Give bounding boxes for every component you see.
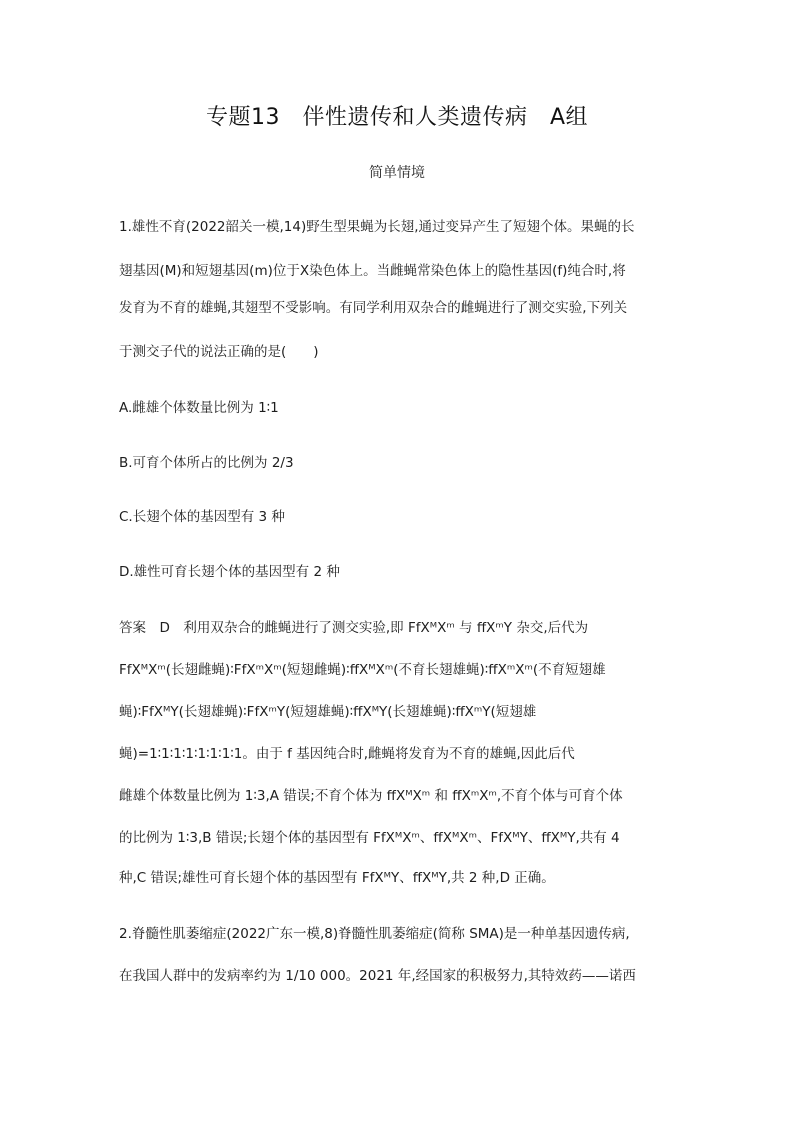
question-2-stem-line: 2.脊髓性肌萎缩症(2022广东一模,8)脊髓性肌萎缩症(简称 SMA)是一种单基因遗传病, xyxy=(119,926,630,942)
answer-line: 答案 D 利用双杂合的雌蝇进行了测交实验,即 FfXᴹXᵐ 与 ffXᵐY 杂交,后代为 xyxy=(119,620,589,636)
answer-line: 种,C 错误;雄性可育长翅个体的基因型有 FfXᴹY、ffXᴹY,共 2 种,D 正确。 xyxy=(119,870,555,886)
question-1-stem-line: 1.雄性不育(2022韶关一模,14)野生型果蝇为长翅,通过变异产生了短翅个体。果蝇的长 xyxy=(119,219,635,235)
section-subtitle: 简单情境 xyxy=(369,165,425,181)
question-1-stem-line: 翅基因(M)和短翅基因(m)位于X染色体上。当雌蝇常染色体上的隐性基因(f)纯合时,将 xyxy=(119,263,626,279)
option-b: B.可育个体所占的比例为 2/3 xyxy=(119,455,294,471)
question-1-stem-line: 发育为不育的雄蝇,其翅型不受影响。有同学利用双杂合的雌蝇进行了测交实验,下列关 xyxy=(119,300,628,316)
option-a: A.雌雄个体数量比例为 1∶1 xyxy=(119,400,279,416)
answer-line: 蝇)∶FfXᴹY(长翅雄蝇)∶FfXᵐY(短翅雄蝇)∶ffXᴹY(长翅雄蝇)∶ffXᵐY(短翅雄 xyxy=(119,704,537,720)
answer-line: 雌雄个体数量比例为 1∶3,A 错误;不育个体为 ffXᴹXᵐ 和 ffXᵐXᵐ,不育个体与可育个体 xyxy=(119,788,623,804)
question-1-stem-line: 于测交子代的说法正确的是( ) xyxy=(119,344,319,360)
option-c: C.长翅个体的基因型有 3 种 xyxy=(119,509,285,525)
answer-line: 蝇)=1∶1∶1∶1∶1∶1∶1∶1。由于 f 基因纯合时,雌蝇将发育为不育的雄蝇,因此后代 xyxy=(119,746,575,762)
option-d: D.雄性可育长翅个体的基因型有 2 种 xyxy=(119,564,340,580)
question-2-stem-line: 在我国人群中的发病率约为 1/10 000。2021 年,经国家的积极努力,其特效药——诺西 xyxy=(119,968,636,984)
page-title: 专题13 伴性遗传和人类遗传病 A组 xyxy=(205,105,589,130)
answer-line: FfXᴹXᵐ(长翅雌蝇)∶FfXᵐXᵐ(短翅雌蝇)∶ffXᴹXᵐ(不育长翅雄蝇)∶ffXᵐXᵐ(不育短翅雄 xyxy=(119,662,606,678)
answer-line: 的比例为 1∶3,B 错误;长翅个体的基因型有 FfXᴹXᵐ、ffXᴹXᵐ、FfXᴹY、ffXᴹY,共有 4 xyxy=(119,830,620,846)
